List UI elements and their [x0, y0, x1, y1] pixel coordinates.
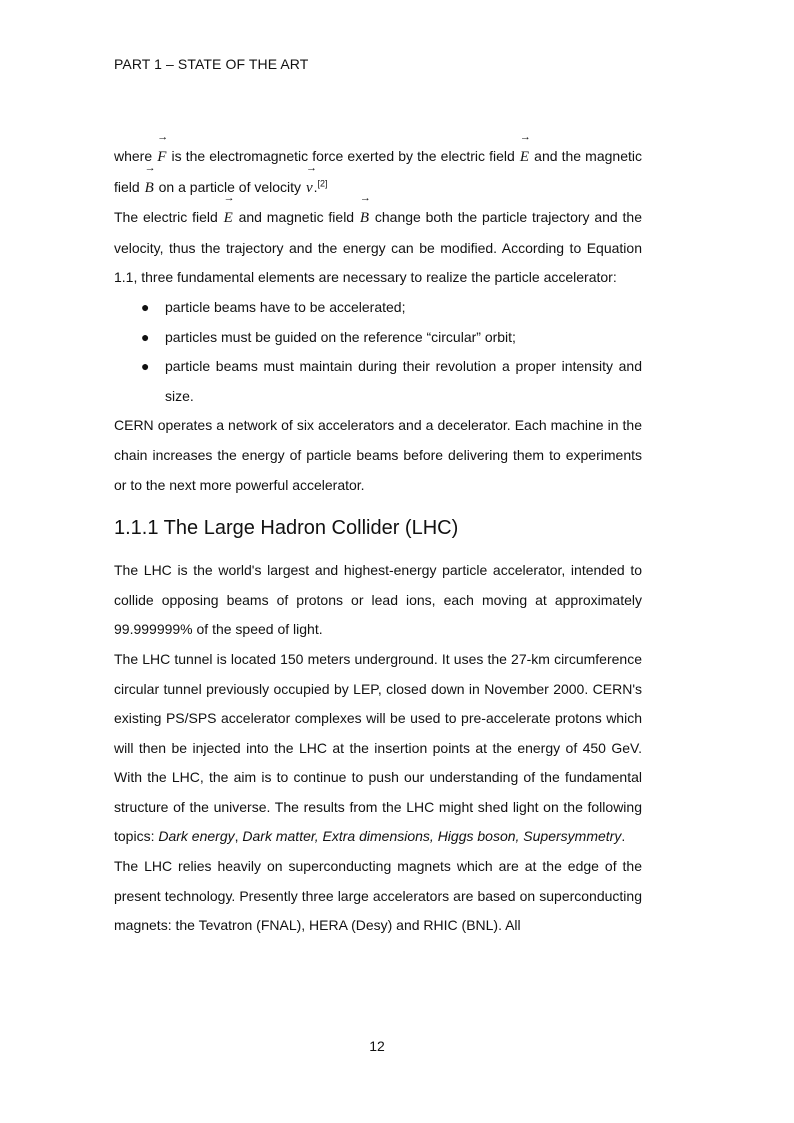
paragraph-lhc-intro: The LHC is the world's largest and highest-energy particle accelerator, intended to collide opposing beams of protons or lead ions, each moving at approximately 99.999999% of the speed of light. — [114, 562, 642, 638]
text-span: , — [234, 828, 243, 845]
paragraph-force-definition — [114, 131, 642, 203]
list-item — [114, 323, 642, 353]
text-span: and the magnetic field — [114, 148, 642, 195]
paragraph-fields — [114, 192, 642, 293]
list-item — [114, 352, 642, 411]
text-span: change both the particle trajectory and the velocity, thus the trajectory and the energy can be modified. According to Equation 1.1, three fundamental elements are necessary to realize the particle accelerator: — [114, 209, 642, 286]
text-span: . — [621, 828, 626, 845]
vector-E — [223, 192, 235, 234]
text-span: . — [313, 178, 318, 195]
bullet-icon: ● — [141, 328, 150, 345]
vector-letter: E — [223, 210, 233, 227]
vector-arrow-icon: → — [519, 131, 531, 143]
running-header: PART 1 – STATE OF THE ART — [114, 56, 309, 72]
vector-F — [156, 131, 169, 173]
list-item-text: particles must be guided on the reference “circular” orbit; — [165, 328, 516, 345]
page-number: 12 — [369, 1038, 385, 1054]
text-span: The electric field — [114, 209, 223, 226]
vector-letter: v — [305, 179, 313, 196]
topic-italic: Dark energy — [158, 828, 235, 845]
text-span: where — [114, 148, 157, 164]
vector-v — [305, 161, 317, 204]
vector-B — [359, 192, 371, 234]
text-span: is the electromagnetic force exerted by the electric field — [167, 148, 519, 164]
body-text — [114, 131, 642, 941]
vector-E — [519, 131, 531, 173]
bullet-icon: ● — [141, 358, 150, 375]
list-item — [114, 293, 642, 323]
paragraph-superconducting: The LHC relies heavily on superconducting magnets which are at the edge of the present technology. Presently three large accelerators are based on superconducting magnets: the Tevatron (FNAL), HERA (Desy) and RHIC (BNL). All — [114, 858, 642, 934]
section-heading: 1.1.1 The Large Hadron Collider (LHC) — [114, 517, 459, 540]
vector-arrow-icon: → — [359, 192, 371, 205]
text-span: and magnetic field — [233, 209, 359, 226]
paragraph-lhc-tunnel — [114, 645, 642, 852]
paragraph-cern-network: CERN operates a network of six accelerators and a decelerator. Each machine in the chain increases the energy of particle beams before delivering them to experiments or to the next more powerful accelerator. — [114, 417, 642, 493]
vector-letter: E — [519, 149, 530, 165]
vector-arrow-icon: → — [223, 192, 235, 205]
topic-italic: Dark matter, Extra dimensions, Higgs boson, Supersymmetry — [242, 828, 622, 845]
citation-ref: [2] — [317, 177, 328, 188]
vector-arrow-icon: → — [305, 161, 317, 174]
text-span: The LHC tunnel is located 150 meters underground. It uses the 27-km circumference circular tunnel previously occupied by LEP, closed down in November 2000. CERN's existing PS/SPS accelerator complexes will be used to pre-accelerate protons which will then be injected into the LHC at the insertion points at the energy of 450 GeV. With the LHC, the aim is to continue to push our understanding of the fundamental structure of the universe. The results from the LHC might shed light on the following topics: — [114, 650, 642, 845]
bullet-icon: ● — [141, 298, 150, 315]
vector-letter: F — [157, 149, 167, 165]
list-item-text: particle beams must maintain during their revolution a proper intensity and size. — [165, 358, 642, 404]
text-span: on a particle of velocity — [154, 178, 305, 195]
vector-letter: B — [144, 179, 154, 196]
vector-arrow-icon: → — [157, 131, 169, 143]
list-item-text: particle beams have to be accelerated; — [165, 298, 406, 315]
vector-arrow-icon: → — [144, 161, 156, 174]
bullet-list — [114, 293, 642, 411]
vector-B — [144, 161, 156, 204]
vector-letter: B — [359, 210, 370, 227]
